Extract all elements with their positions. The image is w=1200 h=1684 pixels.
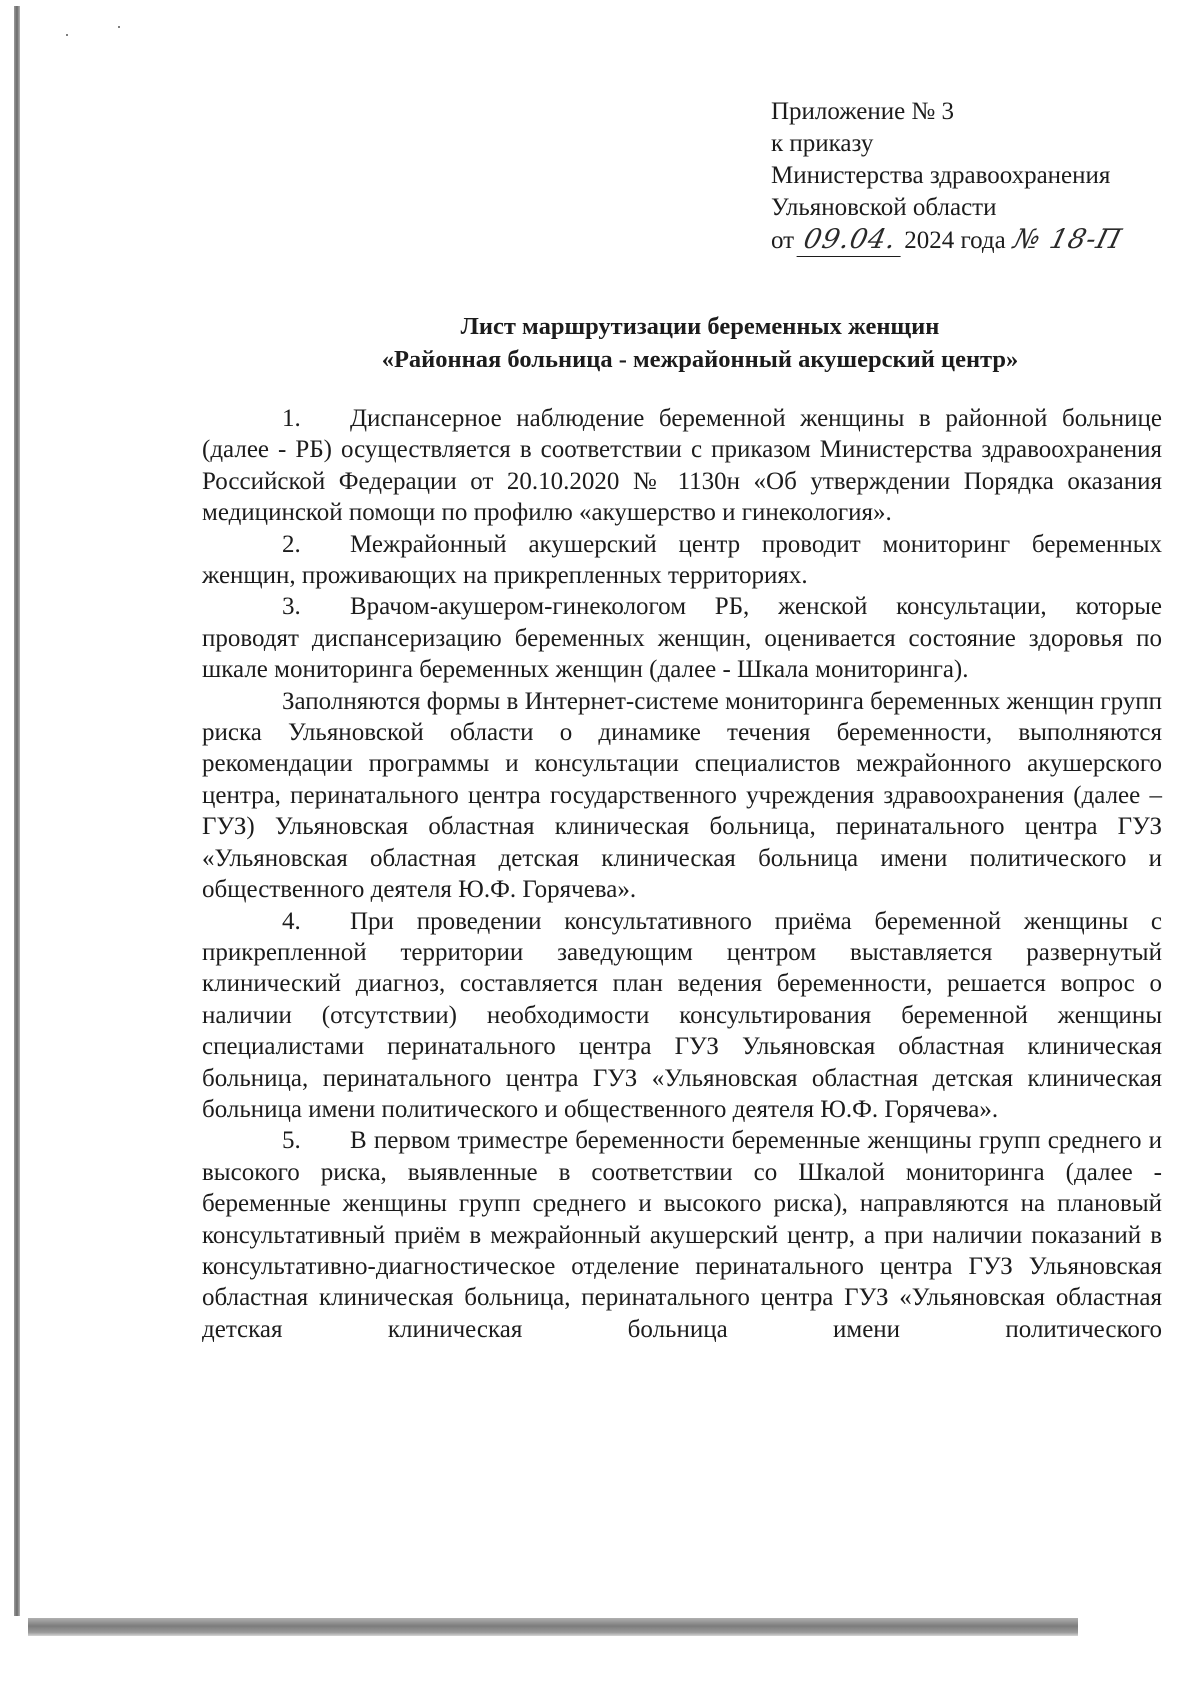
paragraph-number: 4. [282, 907, 301, 935]
paragraph-text: При проведении консультативного приёма беременной женщины с прикрепленной территории заведующим центром выставляется развернутый клинический диагноз, составляется план ведения беременности, решается вопрос о наличии (отсутствии) необходимости консультирования беременной женщины специалистами перинатального центра ГУЗ Ульяновская областная клиническая больница, перинатального центра ГУЗ «Ульяновская областная детская клиническая больница имени политического и общественного деятеля Ю.Ф. Горячева». [202, 907, 1162, 1123]
scan-edge-bottom [28, 1618, 1078, 1636]
paragraph-text: Межрайонный акушерский центр проводит мониторинг беременных женщин, проживающих на прикрепленных территориях. [202, 530, 1162, 590]
year-text: 2024 года [904, 227, 1006, 254]
paragraph-number: 2. [282, 530, 301, 558]
appendix-date-line [771, 224, 1126, 257]
document-body [202, 403, 1162, 1345]
paragraph-1 [202, 403, 1162, 529]
handwritten-order-number: № 18-П [1010, 224, 1126, 255]
title-line-2: «Районная больница - межрайонный акушерский центр» [381, 346, 1019, 373]
paragraph-text: Врачом-акушером-гинекологом РБ, женской консультации, которые проводят диспансеризацию беременных женщин, оценивается состояние здоровья по шкале мониторинга беременных женщин (далее - Шкала мониторинга). [202, 593, 1162, 684]
scan-edge-left [14, 6, 20, 1616]
appendix-block [771, 96, 1126, 257]
appendix-line-1: Приложение № 3 [771, 98, 955, 125]
paragraph-text: Заполняются формы в Интернет-системе мониторинга беременных женщин групп риска Ульяновской области о динамике течения беременности, выполняются рекомендации программы и консультации специалистов межрайонного акушерского центра, перинатального центра государственного учреждения здравоохранения (далее – ГУЗ) Ульяновская областная клиническая больница, перинатального центра ГУЗ «Ульяновская областная детская клиническая больница имени политического и общественного деятеля Ю.Ф. Горячева». [202, 687, 1162, 904]
document-title [200, 310, 1200, 376]
scan-speck [118, 26, 120, 28]
paragraph-2 [202, 529, 1162, 592]
paragraph-3 [202, 591, 1162, 685]
scan-speck [66, 34, 68, 36]
appendix-line-4: Ульяновской области [771, 194, 997, 221]
date-prefix: от [771, 227, 795, 254]
paragraph-5 [202, 1125, 1162, 1345]
paragraph-text: Диспансерное наблюдение беременной женщины в районной больнице (далее - РБ) осуществляется в соответствии с приказом Министерства здравоохранения Российской Федерации от 20.10.2020 № 1130н «Об утверждении Порядка оказания медицинской помощи по профилю «акушерство и гинекология». [202, 405, 1162, 527]
paragraph-number: 5. [282, 1127, 301, 1155]
handwritten-date: 09.04. [797, 224, 908, 257]
appendix-line-3: Министерства здравоохранения [771, 162, 1111, 189]
appendix-line-2: к приказу [771, 130, 874, 157]
paragraph-4 [202, 906, 1162, 1126]
title-line-1: Лист маршрутизации беременных женщин [460, 313, 940, 340]
paragraph-number: 3. [282, 593, 301, 621]
paragraph-text: В первом триместре беременности беременные женщины групп среднего и высокого риска, выявленные в соответствии со Шкалой мониторинга (далее - беременные женщины групп среднего и высокого риска), направляются на плановый консультативный приём в межрайонный акушерский центр, а при наличии показаний в консультативно-диагностическое отделение перинатального центра ГУЗ Ульяновская областная клиническая больница, перинатального центра ГУЗ «Ульяновская областная детская клиническая больница имени политического [202, 1127, 1162, 1343]
paragraph-number: 1. [282, 405, 301, 432]
paragraph-3-continued [202, 686, 1162, 906]
